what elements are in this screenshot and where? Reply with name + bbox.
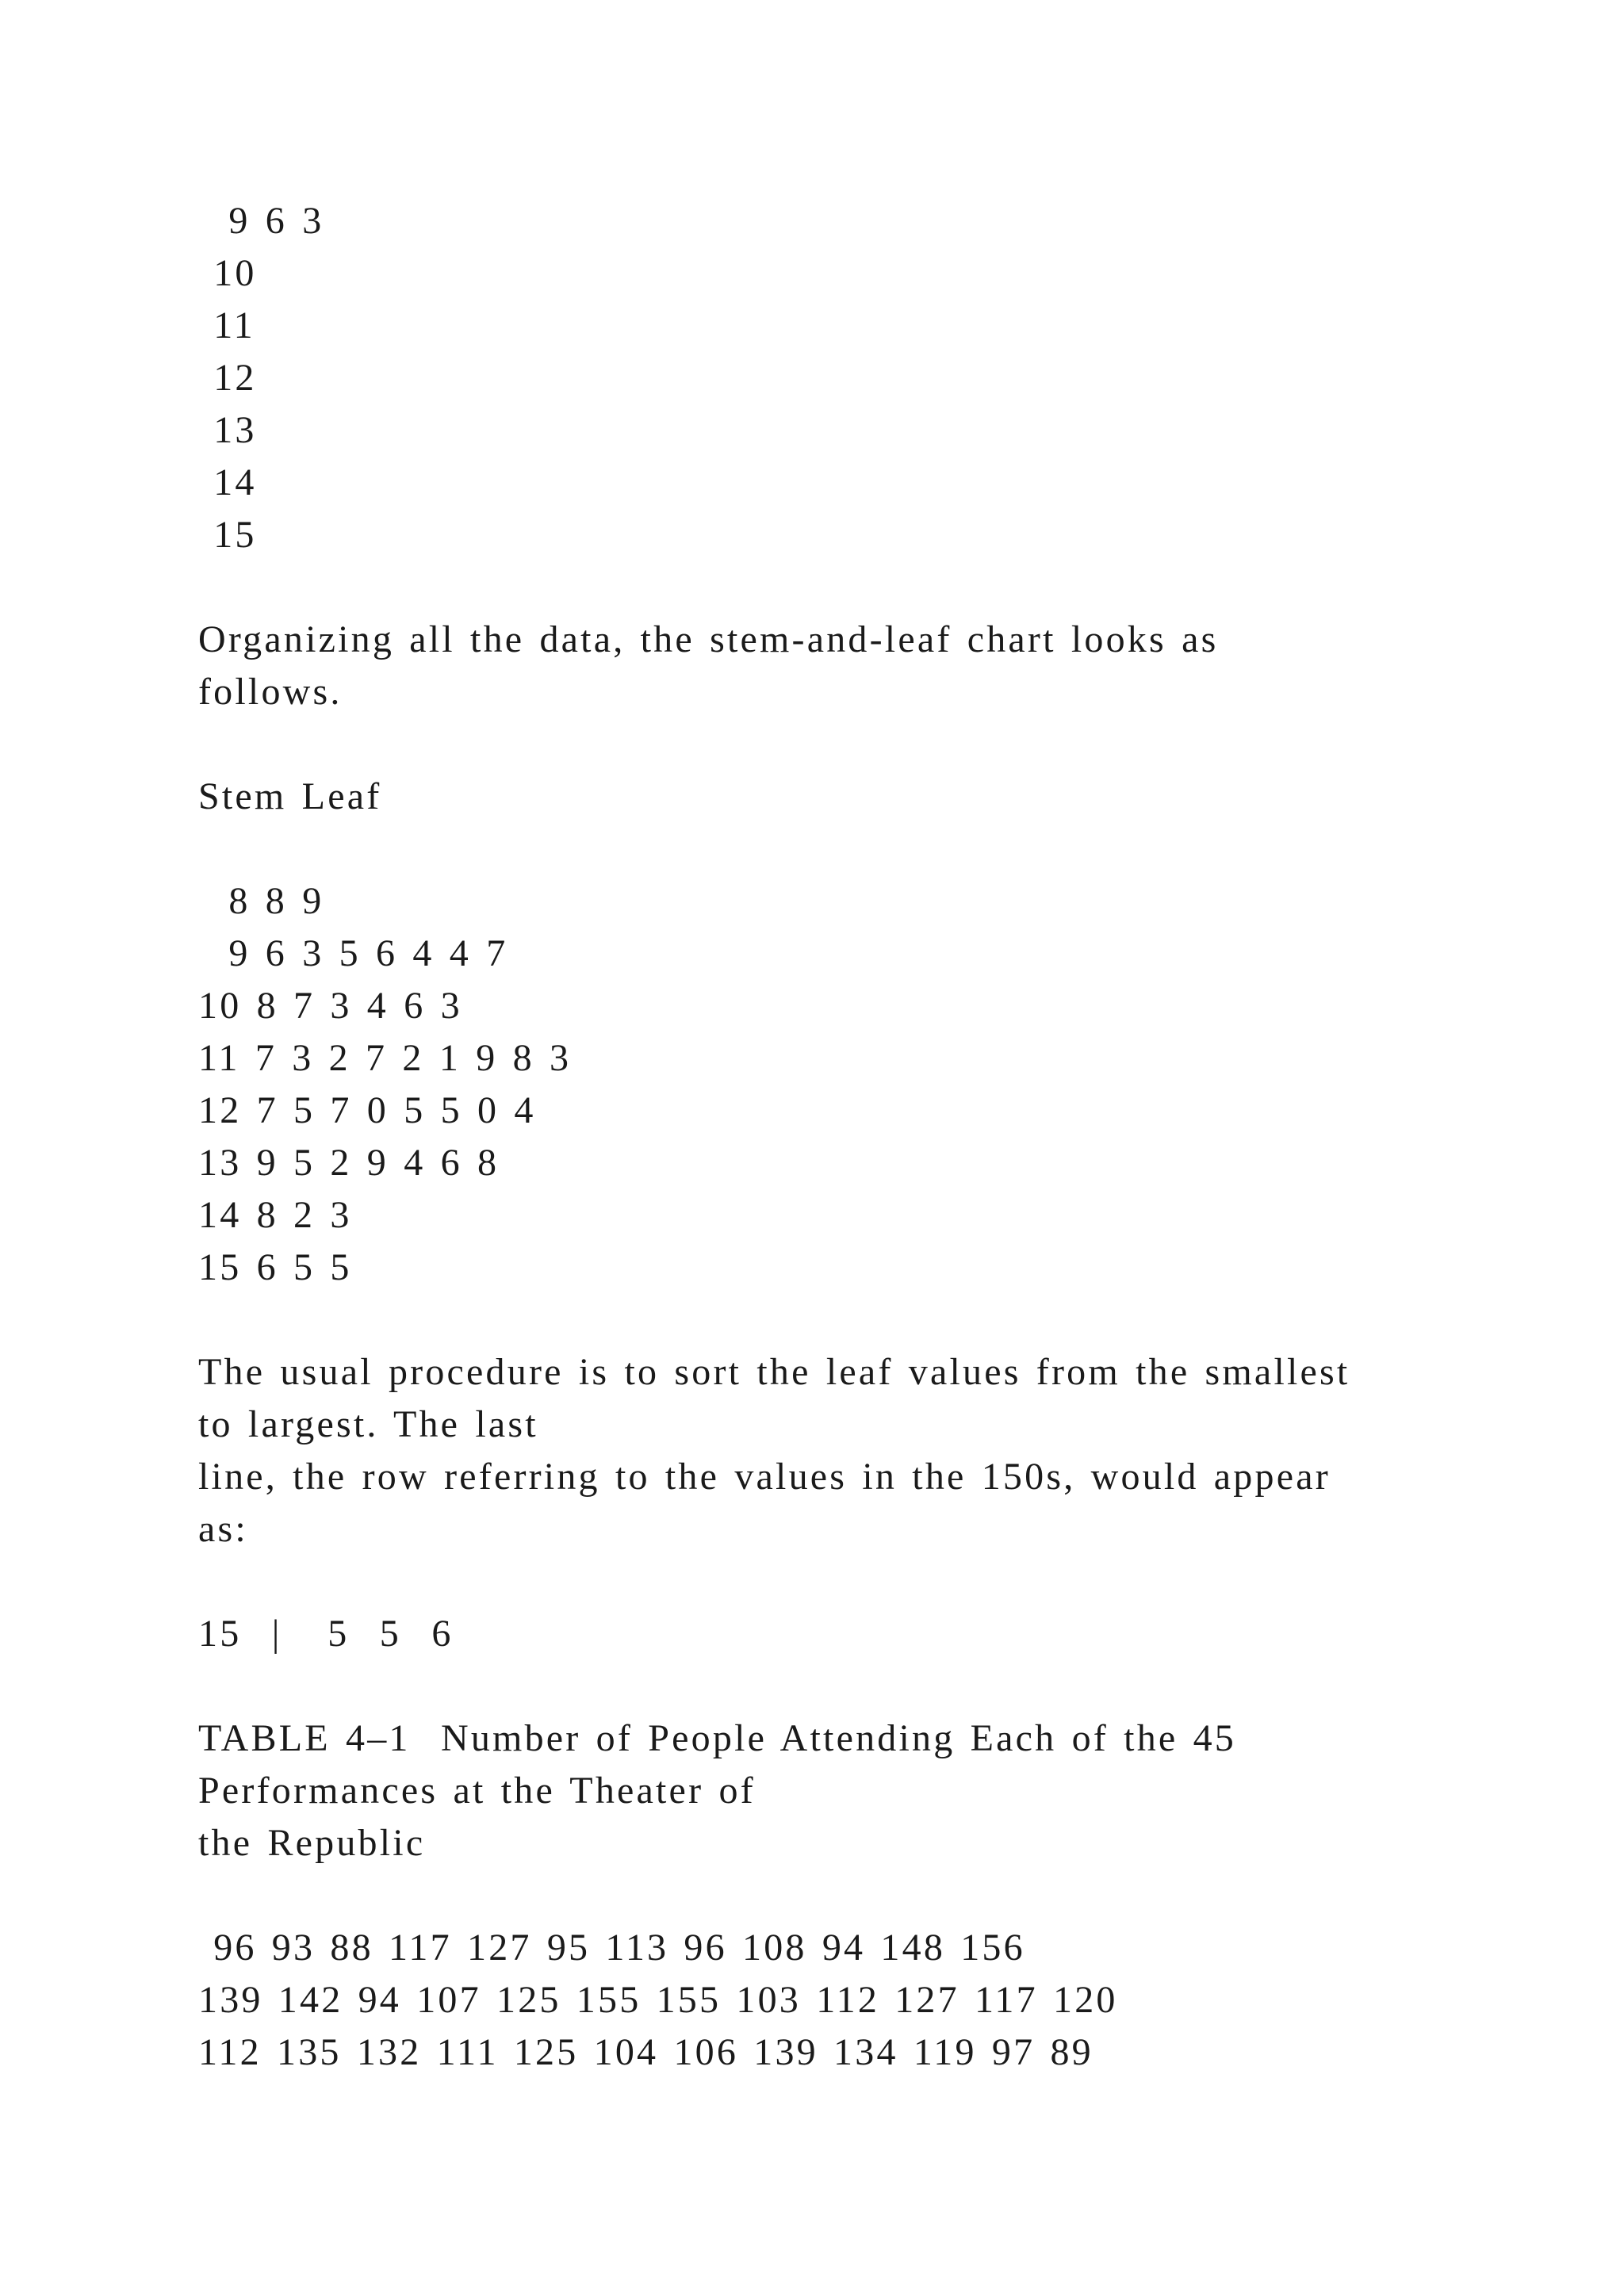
- stem-leaf-row: 13 9 5 2 9 4 6 8: [198, 1142, 500, 1184]
- table-data-row: 96 93 88 117 127 95 113 96 108 94 148 156: [198, 1927, 1025, 1969]
- stem-leaf-row: 11 7 3 2 7 2 1 9 8 3: [198, 1037, 572, 1079]
- procedure-paragraph-line: line, the row referring to the values in the 150s, would appear: [198, 1456, 1331, 1498]
- intro-paragraph-line: follows.: [198, 671, 343, 713]
- stem-leaf-header: Stem Leaf: [198, 775, 382, 817]
- sorted-stem-row: 15 | 5 5 6: [198, 1613, 454, 1655]
- table-caption-line: Performances at the Theater of: [198, 1770, 756, 1812]
- table-data-row: 112 135 132 111 125 104 106 139 134 119 97 89: [198, 2031, 1094, 2073]
- table-data-row: 139 142 94 107 125 155 155 103 112 127 117 120: [198, 1979, 1118, 2021]
- partial-chart-line: 11: [198, 304, 255, 346]
- partial-chart-line: 10: [198, 252, 257, 294]
- stem-leaf-row: 15 6 5 5: [198, 1246, 352, 1288]
- partial-chart-line: 12: [198, 357, 257, 399]
- procedure-paragraph-line: The usual procedure is to sort the leaf values from the smallest: [198, 1351, 1350, 1393]
- stem-leaf-row: 9 6 3 5 6 4 4 7: [198, 932, 508, 974]
- procedure-paragraph-line: to largest. The last: [198, 1403, 538, 1445]
- stem-leaf-row: 10 8 7 3 4 6 3: [198, 985, 462, 1027]
- stem-leaf-row: 14 8 2 3: [198, 1194, 352, 1236]
- stem-leaf-row: 12 7 5 7 0 5 5 0 4: [198, 1089, 536, 1131]
- partial-chart-line: 14: [198, 461, 257, 503]
- stem-leaf-row: 8 8 9: [198, 880, 324, 922]
- partial-chart-line: 15: [198, 514, 257, 556]
- intro-paragraph-line: Organizing all the data, the stem-and-leaf chart looks as: [198, 618, 1219, 660]
- table-caption-line: the Republic: [198, 1822, 426, 1864]
- table-caption-line: TABLE 4–1 Number of People Attending Each of the 45: [198, 1717, 1236, 1759]
- partial-chart-line: 9 6 3: [198, 200, 324, 242]
- partial-chart-line: 13: [198, 409, 257, 451]
- procedure-paragraph-line: as:: [198, 1508, 248, 1550]
